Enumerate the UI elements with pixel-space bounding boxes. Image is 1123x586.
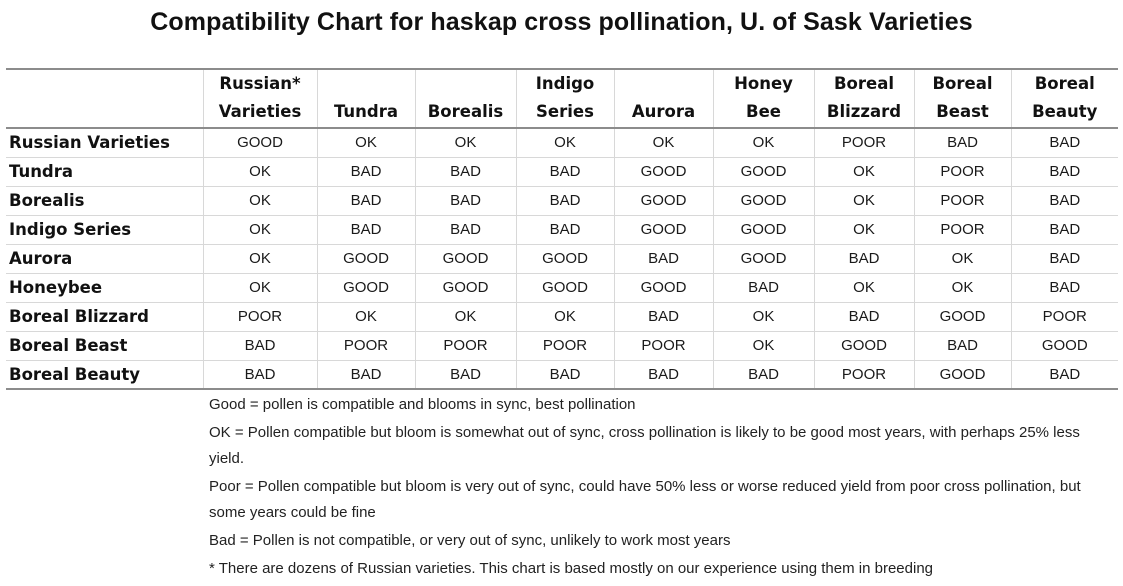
table-row — [6, 186, 1118, 215]
table-cell: BAD — [713, 360, 814, 389]
table-cell: OK — [317, 302, 415, 331]
column-header: Indigo Series — [516, 69, 614, 128]
table-cell: BAD — [1011, 244, 1118, 273]
header-row — [6, 69, 1118, 128]
table-cell: OK — [814, 273, 914, 302]
table-cell: GOOD — [415, 244, 516, 273]
column-header: Russian* Varieties — [203, 69, 317, 128]
table-cell: OK — [713, 302, 814, 331]
table-cell: OK — [203, 157, 317, 186]
table-cell: BAD — [814, 302, 914, 331]
column-header: Honey Bee — [713, 69, 814, 128]
table-cell: BAD — [415, 157, 516, 186]
table-cell: POOR — [914, 215, 1011, 244]
row-label: Russian Varieties — [6, 128, 203, 157]
table-cell: BAD — [1011, 157, 1118, 186]
table-body — [6, 128, 1118, 389]
table-cell: OK — [713, 331, 814, 360]
row-label: Borealis — [6, 186, 203, 215]
table-row — [6, 360, 1118, 389]
table-cell: OK — [203, 186, 317, 215]
table-cell: BAD — [516, 215, 614, 244]
table-cell: BAD — [516, 186, 614, 215]
table-cell: BAD — [1011, 128, 1118, 157]
table-cell: BAD — [914, 331, 1011, 360]
table-cell: OK — [203, 273, 317, 302]
column-header: Aurora — [614, 69, 713, 128]
table-cell: OK — [516, 302, 614, 331]
table-row — [6, 331, 1118, 360]
legend-ok: OK = Pollen compatible but bloom is somewhat out of sync, cross pollination is likely to be good most years, with perhaps 25% less yield. — [209, 424, 1080, 467]
table-cell: BAD — [203, 331, 317, 360]
table-cell: GOOD — [614, 186, 713, 215]
table-cell: GOOD — [415, 273, 516, 302]
table-cell: OK — [914, 244, 1011, 273]
table-cell: BAD — [614, 302, 713, 331]
row-label: Boreal Blizzard — [6, 302, 203, 331]
table-cell: GOOD — [914, 302, 1011, 331]
table-cell: BAD — [1011, 215, 1118, 244]
table-cell: BAD — [203, 360, 317, 389]
table-row — [6, 128, 1118, 157]
row-label: Tundra — [6, 157, 203, 186]
table-cell: GOOD — [1011, 331, 1118, 360]
table-cell: BAD — [317, 157, 415, 186]
table-cell: POOR — [914, 157, 1011, 186]
table-cell: OK — [914, 273, 1011, 302]
legend — [209, 392, 1089, 584]
table-cell: OK — [614, 128, 713, 157]
table-cell: BAD — [614, 360, 713, 389]
table-cell: POOR — [317, 331, 415, 360]
table-cell: OK — [203, 215, 317, 244]
table-cell: GOOD — [516, 273, 614, 302]
table-cell: BAD — [713, 273, 814, 302]
table-cell: OK — [415, 128, 516, 157]
corner-cell — [6, 69, 203, 128]
table-cell: GOOD — [713, 186, 814, 215]
table-header — [6, 69, 1118, 128]
table-cell: BAD — [814, 244, 914, 273]
row-label: Honeybee — [6, 273, 203, 302]
table-cell: BAD — [516, 157, 614, 186]
table-cell: POOR — [914, 186, 1011, 215]
table-cell: GOOD — [614, 215, 713, 244]
column-header: Borealis — [415, 69, 516, 128]
table-row — [6, 157, 1118, 186]
table-cell: POOR — [814, 128, 914, 157]
row-label: Aurora — [6, 244, 203, 273]
table-cell: OK — [713, 128, 814, 157]
table-cell: GOOD — [713, 215, 814, 244]
compatibility-table — [6, 68, 1118, 390]
table-cell: BAD — [516, 360, 614, 389]
column-header: Boreal Beast — [914, 69, 1011, 128]
table-cell: POOR — [415, 331, 516, 360]
table-cell: OK — [814, 157, 914, 186]
table-cell: GOOD — [914, 360, 1011, 389]
table-cell: BAD — [317, 215, 415, 244]
legend-bad: Bad = Pollen is not compatible, or very out of sync, unlikely to work most years — [209, 532, 731, 549]
table-row — [6, 244, 1118, 273]
table-cell: BAD — [614, 244, 713, 273]
table-cell: BAD — [317, 186, 415, 215]
table-cell: GOOD — [614, 273, 713, 302]
table-cell: BAD — [415, 215, 516, 244]
table-cell: BAD — [317, 360, 415, 389]
table-cell: GOOD — [814, 331, 914, 360]
table-cell: GOOD — [516, 244, 614, 273]
table-cell: BAD — [1011, 360, 1118, 389]
table-cell: BAD — [1011, 186, 1118, 215]
table-row — [6, 273, 1118, 302]
column-header: Boreal Blizzard — [814, 69, 914, 128]
table-cell: GOOD — [713, 157, 814, 186]
table-cell: BAD — [1011, 273, 1118, 302]
table-cell: OK — [415, 302, 516, 331]
table-cell: POOR — [203, 302, 317, 331]
row-label: Boreal Beauty — [6, 360, 203, 389]
table-cell: GOOD — [203, 128, 317, 157]
table-cell: OK — [516, 128, 614, 157]
table-cell: GOOD — [317, 244, 415, 273]
column-header: Boreal Beauty — [1011, 69, 1118, 128]
table-cell: POOR — [516, 331, 614, 360]
table-row — [6, 215, 1118, 244]
table-cell: GOOD — [713, 244, 814, 273]
table-cell: POOR — [1011, 302, 1118, 331]
table-cell: POOR — [614, 331, 713, 360]
legend-poor: Poor = Pollen compatible but bloom is very out of sync, could have 50% less or worse reduced yield from poor cross pollination, but some years could be fine — [209, 478, 1081, 521]
column-header: Tundra — [317, 69, 415, 128]
row-label: Indigo Series — [6, 215, 203, 244]
table-cell: GOOD — [317, 273, 415, 302]
footnote: * There are dozens of Russian varieties. This chart is based mostly on our experience using them in breeding — [209, 560, 933, 577]
table-cell: GOOD — [614, 157, 713, 186]
row-label: Boreal Beast — [6, 331, 203, 360]
table-cell: POOR — [814, 360, 914, 389]
table-cell: OK — [203, 244, 317, 273]
table-cell: OK — [814, 215, 914, 244]
chart-title: Compatibility Chart for haskap cross pollination, U. of Sask Varieties — [150, 8, 973, 36]
legend-good: Good = pollen is compatible and blooms in sync, best pollination — [209, 396, 636, 413]
table-cell: OK — [814, 186, 914, 215]
table-cell: OK — [317, 128, 415, 157]
table-cell: BAD — [415, 360, 516, 389]
table-row — [6, 302, 1118, 331]
table-cell: BAD — [914, 128, 1011, 157]
table-cell: BAD — [415, 186, 516, 215]
